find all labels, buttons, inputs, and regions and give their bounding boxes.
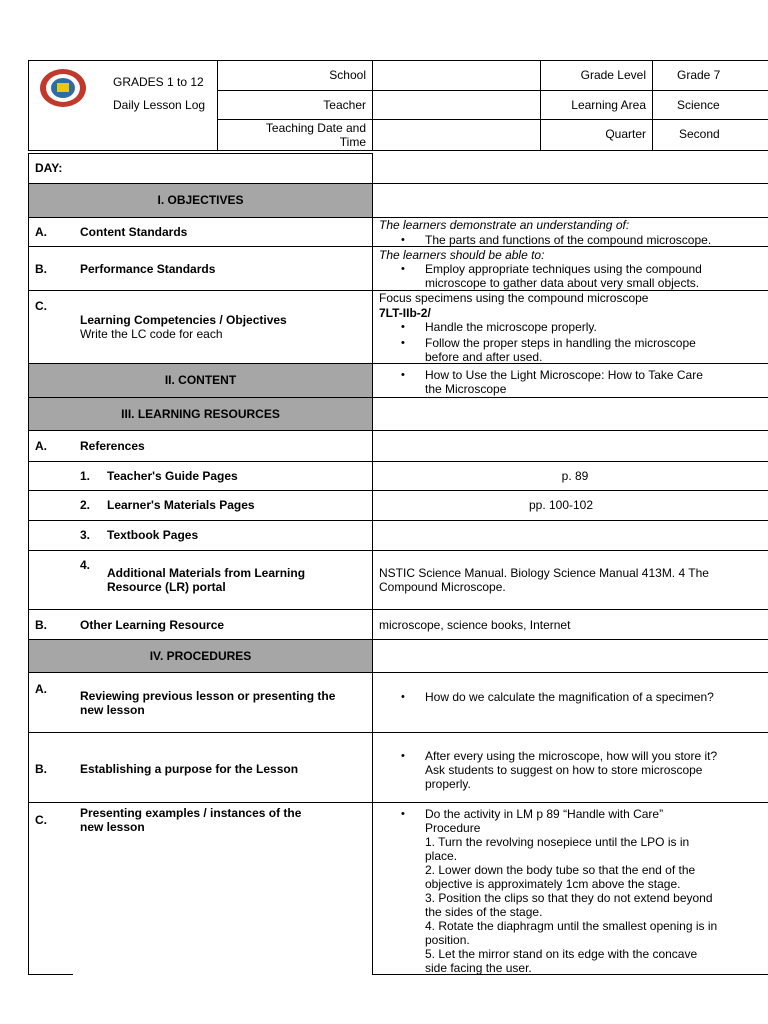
other-resource-letter: B.	[35, 618, 47, 632]
performance-standards-bullet-line: Employ appropriate techniques using the compound	[425, 262, 702, 276]
content-standards-bullets	[379, 233, 768, 247]
quarter-label: Quarter	[605, 127, 646, 141]
objectives-heading	[29, 184, 372, 217]
content-standards-bullet: • The parts and functions of the compound microscope.	[379, 233, 768, 247]
content-standards-label: Content Standards	[80, 225, 188, 239]
examples-letter: C.	[35, 813, 47, 827]
competencies-label: Learning Competencies / Objectives	[80, 313, 287, 327]
procedures-heading-text: IV. PROCEDURES	[149, 649, 252, 663]
performance-standards-intro: The learners should be able to:	[379, 248, 545, 262]
other-resource-value: microscope, science books, Internet	[379, 618, 571, 632]
examples-line: position.	[425, 933, 470, 947]
competencies-bullet	[379, 336, 768, 364]
content-standards-letter: A.	[35, 225, 47, 239]
examples-line: the sides of the stage.	[425, 905, 543, 919]
daily-lesson-log-title: Daily Lesson Log	[113, 98, 206, 112]
lm-pages-value: pp. 100-102	[528, 498, 594, 512]
content-bullets	[379, 368, 768, 396]
content-bullet-line: the Microscope	[425, 382, 507, 396]
competencies-bullet-line: Follow the proper steps in handling the microscope	[425, 336, 696, 350]
performance-standards-bullets	[379, 262, 768, 290]
additional-materials-num: 4.	[80, 558, 91, 572]
row-line	[28, 732, 768, 733]
learning-resources-heading-text: III. LEARNING RESOURCES	[121, 407, 280, 421]
grade-level-value: Grade 7	[677, 68, 721, 82]
purpose-bullet-line: After every using the microscope, how will you store it?	[425, 749, 718, 763]
content-standards-intro: The learners demonstrate an understanding of:	[379, 218, 630, 232]
tg-pages-num: 1.	[80, 469, 91, 483]
purpose-bullet	[379, 749, 768, 791]
row-line	[28, 520, 768, 521]
table-mid-border	[372, 153, 373, 975]
deped-seal-logo	[38, 68, 88, 108]
school-label: School	[329, 68, 366, 82]
learning-area-value: Science	[677, 98, 720, 112]
purpose-bullets	[379, 749, 768, 791]
content-bullet-line: How to Use the Light Microscope: How to Take Care	[425, 368, 703, 382]
review-letter: A.	[35, 682, 47, 696]
objectives-heading-text: I. OBJECTIVES	[157, 193, 244, 207]
row-line	[28, 609, 768, 610]
content-bullet	[379, 368, 768, 396]
performance-standards-bullet-line: microscope to gather data about very small objects.	[425, 276, 700, 290]
competencies-bullet-line: before and after used.	[425, 350, 543, 364]
grades-label: GRADES 1 to 12	[113, 75, 204, 89]
competencies-sub: Write the LC code for each	[80, 327, 223, 341]
row-line	[28, 974, 73, 975]
textbook-pages-num: 3.	[80, 528, 91, 542]
additional-materials-label-1: Additional Materials from Learning	[107, 566, 306, 580]
competencies-line: Focus specimens using the compound microscope	[379, 291, 649, 305]
review-label-2: new lesson	[80, 703, 145, 717]
content-heading	[29, 364, 372, 397]
examples-line: objective is approximately 1cm above the stage.	[425, 877, 681, 891]
examples-label-1: Presenting examples / instances of the	[80, 806, 302, 820]
examples-line: 4. Rotate the diaphragm until the smallest opening is in	[425, 919, 718, 933]
performance-standards-label: Performance Standards	[80, 262, 216, 276]
row-line	[28, 461, 768, 462]
examples-line: • Do the activity in LM p 89 “Handle with Care”	[425, 807, 664, 821]
header-divider	[217, 60, 218, 151]
row-line	[28, 430, 768, 431]
performance-standards-bullet	[379, 262, 768, 290]
lm-pages-num: 2.	[80, 498, 91, 512]
competencies-bullet: • Handle the microscope properly.	[379, 320, 768, 334]
day-label: DAY:	[35, 161, 63, 175]
procedures-heading	[29, 640, 372, 672]
examples-line: 2. Lower down the body tube so that the end of the	[425, 863, 696, 877]
learning-resources-heading	[29, 398, 372, 430]
header-row-line	[217, 90, 768, 91]
examples-line: 5. Let the mirror stand on its edge with the concave	[425, 947, 698, 961]
row-line	[28, 672, 768, 673]
examples-line: side facing the user.	[425, 961, 532, 975]
purpose-label: Establishing a purpose for the Lesson	[80, 762, 299, 776]
school-field[interactable]	[376, 68, 536, 84]
competencies-bullets	[379, 320, 768, 364]
examples-line: place.	[425, 849, 458, 863]
examples-line: 1. Turn the revolving nosepiece until the LPO is in	[425, 835, 690, 849]
lm-pages-label: Learner's Materials Pages	[107, 498, 255, 512]
tg-pages-label: Teacher's Guide Pages	[107, 469, 238, 483]
review-bullet: • How do we calculate the magnification of a specimen?	[379, 690, 768, 704]
references-label: References	[80, 439, 145, 453]
header-col-line	[652, 60, 653, 151]
competencies-letter: C.	[35, 299, 47, 313]
header-row-line	[217, 119, 768, 120]
competencies-code: 7LT-IIb-2/	[379, 306, 431, 320]
tg-pages-value: p. 89	[561, 469, 589, 483]
row-line	[28, 550, 768, 551]
examples-line: 3. Position the clips so that they do not extend beyond	[425, 891, 713, 905]
references-letter: A.	[35, 439, 47, 453]
row-line	[28, 802, 768, 803]
header-col-line	[372, 60, 373, 151]
additional-materials-value-1: NSTIC Science Manual. Biology Science Manual 413M. 4 The	[379, 566, 709, 580]
purpose-letter: B.	[35, 762, 47, 776]
teaching-date-field[interactable]	[376, 128, 536, 144]
teaching-date-label-1: Teaching Date and	[265, 121, 366, 135]
grade-level-label: Grade Level	[580, 68, 646, 82]
review-bullets	[379, 690, 768, 704]
content-heading-text: II. CONTENT	[164, 373, 237, 387]
row-line	[28, 490, 768, 491]
table-left-border	[28, 153, 29, 974]
additional-materials-label-2: Resource (LR) portal	[107, 580, 226, 594]
additional-materials-value-2: Compound Microscope.	[379, 580, 506, 594]
other-resource-label: Other Learning Resource	[80, 618, 225, 632]
performance-standards-letter: B.	[35, 262, 47, 276]
purpose-bullet-line: properly.	[425, 777, 471, 791]
day-row-top	[28, 153, 373, 154]
header-col-line	[540, 60, 541, 151]
examples-lines	[425, 807, 768, 975]
examples-bullet	[379, 807, 768, 975]
teacher-field[interactable]	[376, 98, 536, 114]
teacher-label: Teacher	[323, 98, 366, 112]
review-label-1: Reviewing previous lesson or presenting the	[80, 689, 336, 703]
examples-bullets	[379, 807, 768, 975]
learning-area-label: Learning Area	[571, 98, 646, 112]
purpose-bullet-line: Ask students to suggest on how to store microscope	[425, 763, 703, 777]
examples-label-2: new lesson	[80, 820, 145, 834]
quarter-value: Second	[679, 127, 720, 141]
examples-line: Procedure	[425, 821, 481, 835]
textbook-pages-label: Textbook Pages	[107, 528, 199, 542]
teaching-date-label-2: Time	[339, 135, 366, 149]
